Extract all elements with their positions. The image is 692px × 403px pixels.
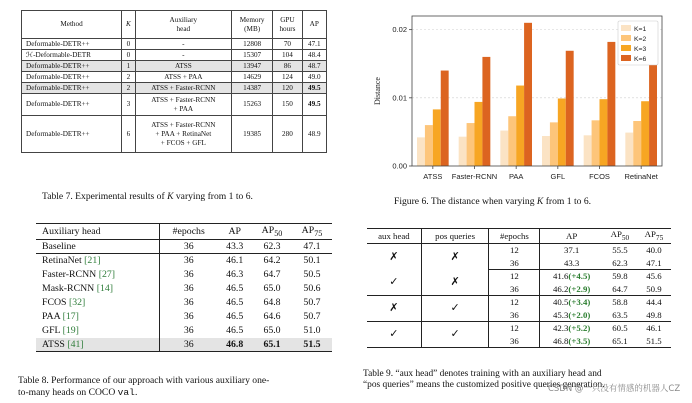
citation-link[interactable]: [19] [62,325,79,336]
cross-mark-icon: ✗ [367,295,421,321]
table-row: ✓ ✓ 12 42.3(+5.2) 60.5 46.1 [367,321,671,334]
t7-header-k: K [122,11,136,39]
check-mark-icon: ✓ [421,295,489,321]
y-axis-label: Distance [373,77,382,105]
chart-bar [584,135,592,166]
x-tick-label: Faster-RCNN [451,172,498,181]
table-7 [21,10,327,153]
table-row: PAA [17] 36 46.5 64.6 50.7 [36,310,332,324]
table-8 [36,223,332,352]
legend-swatch [621,45,631,51]
table-row: Mask-RCNN [14] 36 46.5 65.0 50.6 [36,282,332,296]
chart-bar [600,99,608,166]
chart-bar [475,102,483,166]
t8-header-ap: AP [217,224,252,240]
t9-header-ap50: $AP_{50}$ [603,229,637,244]
t8-header-aux: Auxiliary head [36,224,160,240]
chart-bar [516,86,524,166]
t8-header-epochs: #epochs [160,224,218,240]
table-8-caption: Table 8. Performance of our approach with various auxiliary one- to-many heads on COCO val. [18,375,270,398]
t7-header-aux: Auxiliary head [135,11,231,39]
chart-bar [566,51,574,166]
table-row: ℋ-Deformable-DETR 0 - 15307 104 48.4 [22,50,327,61]
table-9-caption: Table 9. “aux head” denotes training with an auxiliary head and “pos queries” means the customized positive queries generation. [363,369,605,390]
chart-bar [524,23,532,166]
t7-header-method: Method [22,11,122,39]
legend-label: K=3 [634,46,647,53]
table-row: Deformable-DETR++ 3 ATSS + Faster-RCNN + PAA 15263 150 49.5 [22,94,327,116]
chart-bar [433,109,441,166]
legend-label: K=1 [634,26,647,33]
table-row: 36 46.2(+2.9) 64.7 50.9 [367,282,671,295]
cross-mark-icon: ✗ [421,269,489,295]
chart-bar [558,99,566,167]
table-row: Deformable-DETR++ 2 ATSS + Faster-RCNN 14387 120 49.5 [22,83,327,94]
table-row: Deformable-DETR++ 1 ATSS 13947 86 48.7 [22,61,327,72]
cross-mark-icon: ✗ [421,243,489,269]
table-row: FCOS [32] 36 46.5 64.8 50.7 [36,296,332,310]
table-row: Deformable-DETR++ 0 - 12808 70 47.1 [22,39,327,50]
citation-link[interactable]: [32] [68,297,86,308]
y-tick-label: 0.02 [392,25,407,35]
watermark: CSDN @一只没有情感的机器人CZ [548,384,681,394]
citation-link[interactable]: [21] [84,255,101,267]
citation-link[interactable]: [17] [62,311,79,322]
chart-bar [482,57,490,166]
chart-bar [441,71,449,166]
t9-header-pos: pos queries [421,229,489,244]
chart-bar [625,133,633,166]
chart-bar [508,116,516,166]
chart-bar [417,137,425,166]
table-row: ATSS [41] 36 46.8 65.1 51.5 [36,338,332,352]
chart-bar [459,137,467,166]
legend-swatch [621,35,631,41]
chart-bar [607,42,615,166]
legend-label: K=6 [634,56,647,63]
citation-link[interactable]: [14] [96,283,114,294]
t9-header-ap75: $AP_{75}$ [637,229,671,244]
chart-legend [618,21,658,65]
chart-bar [425,125,433,166]
table-row: Faster-RCNN [27] 36 46.3 64.7 50.5 [36,268,332,282]
t7-header-ap: AP [302,11,326,39]
chart-bar [542,136,550,166]
table-row: RetinaNet [21] 36 46.1 64.2 50.1 [36,254,332,268]
t7-header-gpu: GPU hours [273,11,302,39]
table-7-caption: Table 7. Experimental results of K varying from 1 to 6. [42,191,253,202]
check-mark-icon: ✓ [367,321,421,347]
x-tick-label: FCOS [589,172,610,181]
chart-bar [500,131,508,166]
t9-header-ap: AP [540,229,603,244]
x-tick-label: PAA [508,172,524,181]
legend-swatch [621,25,631,31]
t9-header-epochs: #epochs [489,229,540,244]
table-row: 36 43.3 62.3 47.1 [367,256,671,269]
table-row: Baseline 36 43.3 62.3 47.1 [36,240,332,254]
table-row: GFL [19] 36 46.5 65.0 51.0 [36,324,332,338]
table-row: ✓ ✗ 12 41.6(+4.5) 59.8 45.6 [367,269,671,282]
x-tick-label: GFL [550,172,566,181]
check-mark-icon: ✓ [421,321,489,347]
y-tick-label: 0.00 [392,161,407,171]
legend-label: K=2 [634,36,647,43]
check-mark-icon: ✓ [367,269,421,295]
t8-header-ap50: $AP_{50}$ [252,224,292,240]
legend-swatch [621,55,631,61]
figure-6-bar-chart [360,8,678,193]
citation-link[interactable]: [27] [98,269,116,280]
table-row: Deformable-DETR++ 2 ATSS + PAA 14629 124 49.0 [22,72,327,83]
t8-header-ap75: $AP_{75}$ [292,224,332,240]
y-tick-label: 0.01 [392,93,407,103]
table-row: ✗ ✗ 12 37.1 55.5 40.0 [367,243,671,256]
table-row: 36 45.3(+2.0) 63.5 49.8 [367,308,671,321]
table-9 [367,228,671,348]
table-row: 36 46.8(+3.5) 65.1 51.5 [367,334,671,347]
x-tick-label: RetinaNet [624,172,658,181]
figure-6-caption: Figure 6. The distance when varying K from 1 to 6. [394,196,592,207]
citation-link[interactable]: [41] [67,338,84,350]
table-row: Deformable-DETR++ 6 ATSS + Faster-RCNN + PAA + RetinaNet + FCOS + GFL 19385 280 48.9 [22,116,327,153]
chart-bar [633,121,641,166]
chart-bar [467,123,475,166]
chart-bar [592,120,600,166]
t7-header-memory: Memory (MB) [231,11,272,39]
t9-header-aux: aux head [367,229,421,244]
chart-bar [550,122,558,166]
chart-bar [641,101,649,166]
table-row: ✗ ✓ 12 40.5(+3.4) 58.8 44.4 [367,295,671,308]
x-tick-label: ATSS [423,172,443,181]
cross-mark-icon: ✗ [367,243,421,269]
